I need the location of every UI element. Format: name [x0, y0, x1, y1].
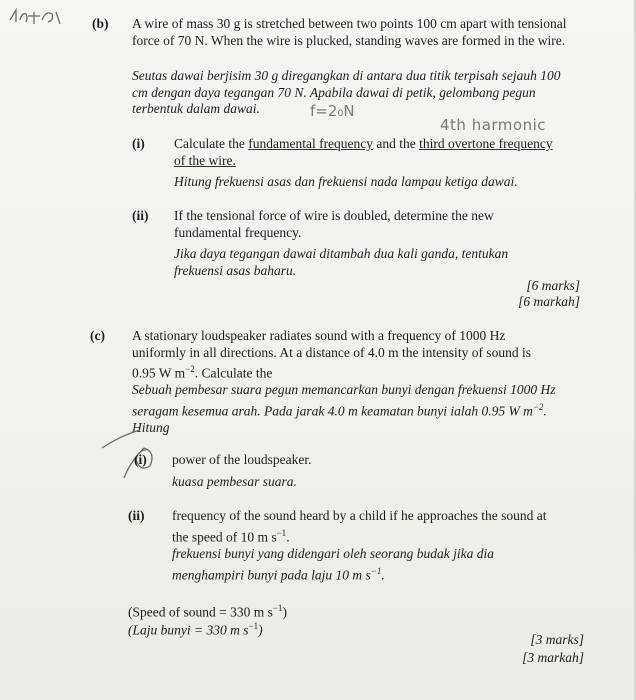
question-b-ii-text-ms: Jika daya tegangan dawai ditambah dua kali ganda, tentukan frekuensi asas baharu.	[174, 246, 509, 278]
b-marks-en: [6 marks]	[526, 278, 580, 293]
c-ii-ms-line2	[172, 563, 602, 584]
question-c-ii-text-en	[172, 508, 602, 546]
given-ms-pre: (Laju bunyi = 330 m s	[128, 622, 249, 638]
c-ii-en-line2	[172, 525, 602, 546]
c-en-line3-pre: 0.95 W m	[132, 365, 186, 381]
question-c-ii-label: (ii)	[128, 508, 145, 523]
question-b-i-text-ms: Hitung frekuensi asas dan frekuensi nada lampau ketiga dawai.	[174, 174, 518, 189]
c-ii-ms-line2-post: .	[381, 567, 385, 582]
b-i-text-pre: Calculate the	[174, 136, 249, 151]
given-en-pre: (Speed of sound = 330 m s	[128, 604, 273, 620]
c-ms-line3: Hitung	[132, 419, 170, 435]
c-ii-en-line1: frequency of the sound heard by a child if he approaches the sound at	[172, 508, 547, 523]
c-ii-ms-line1: frekuensi bunyi yang didengari oleh seorang budak jika dia	[172, 546, 494, 561]
c-ii-ms-line2-pre: menghampiri bunyi pada laju 10 m s	[172, 567, 371, 582]
handwritten-scribble	[6, 6, 66, 28]
c-en-line2: uniformly in all directions. At a distance of 4.0 m the intensity of sound is	[132, 344, 531, 360]
handwritten-note-f: f=2₀N	[310, 102, 355, 120]
given-ms-sup: −1	[248, 621, 259, 631]
c-ms-line1: Sebuah pembesar suara pegun memancarkan bunyi dengan frekuensi 1000 Hz	[132, 382, 556, 397]
c-en-line3-post: . Calculate the	[194, 365, 273, 381]
c-marks-en: [3 marks]	[530, 632, 584, 647]
handwritten-note-harmonic: 4th harmonic	[440, 116, 547, 134]
given-speed-ms	[128, 618, 263, 639]
fundamental-frequency-underlined: fundamental frequency	[248, 136, 374, 151]
question-c-label: (c)	[90, 328, 105, 343]
c-ms-line2-pre: seragam kesemua arah. Pada jarak 4.0 m keamatan bunyi ialah 0.95 W m	[132, 403, 533, 418]
c-ii-en-line2-post: .	[286, 529, 290, 544]
scribble-text	[0, 0, 1, 1]
question-b-label: (b)	[92, 16, 109, 31]
c-ii-en-line2-pre: the speed of 10 m s	[172, 529, 277, 544]
question-c-i-text-en: power of the loudspeaker.	[172, 452, 312, 467]
c-en-line3-sup: −2	[185, 364, 195, 374]
c-ii-ms-line2-sup: −1	[370, 565, 382, 576]
question-c-i-label: (i)	[134, 452, 147, 467]
question-c-text-ms	[132, 382, 607, 436]
c-en-line3	[132, 361, 602, 382]
c-ms-line2-post: .	[543, 403, 547, 418]
question-b-ii-text-en: If the tensional force of wire is doubled, determine the new fundamental frequency.	[174, 208, 494, 240]
given-en-sup: −1	[272, 603, 283, 613]
c-ms-line2-sup: −2	[532, 401, 544, 412]
c-marks-ms: [3 markah]	[522, 650, 584, 665]
c-en-line1: A stationary loudspeaker radiates sound with a frequency of 1000 Hz	[132, 328, 506, 343]
question-b-text-ms: Seutas dawai berjisim 30 g diregangkan di antara dua titik terpisah sejauh 100 cm dengan daya tegangan 70 N. Apabila dawai di petik, gelombang pegun terbentuk dalam dawai.	[132, 68, 561, 116]
question-c-text-en	[132, 328, 602, 382]
given-en-post: )	[282, 604, 287, 620]
question-b-ii-label: (ii)	[132, 208, 149, 223]
c-ms-line2	[132, 399, 607, 420]
given-ms-post: )	[258, 622, 263, 638]
b-i-text-line2: of the wire.	[174, 152, 236, 168]
question-b-i-label: (i)	[132, 136, 145, 151]
b-i-text-mid: and the	[373, 136, 420, 151]
third-overtone-underlined: third overtone frequency	[419, 136, 553, 151]
c-ii-en-line2-sup: −1	[276, 527, 287, 538]
question-c-ii-text-ms	[172, 546, 602, 584]
question-b-text-en: A wire of mass 30 g is stretched between two points 100 cm apart with tensional force of 70 N. When the wire is plucked, standing waves are formed in the wire.	[132, 16, 567, 48]
question-c-i-text-ms: kuasa pembesar suara.	[172, 474, 297, 489]
b-marks-ms: [6 markah]	[518, 294, 580, 309]
question-b-i-text-en	[174, 136, 594, 169]
